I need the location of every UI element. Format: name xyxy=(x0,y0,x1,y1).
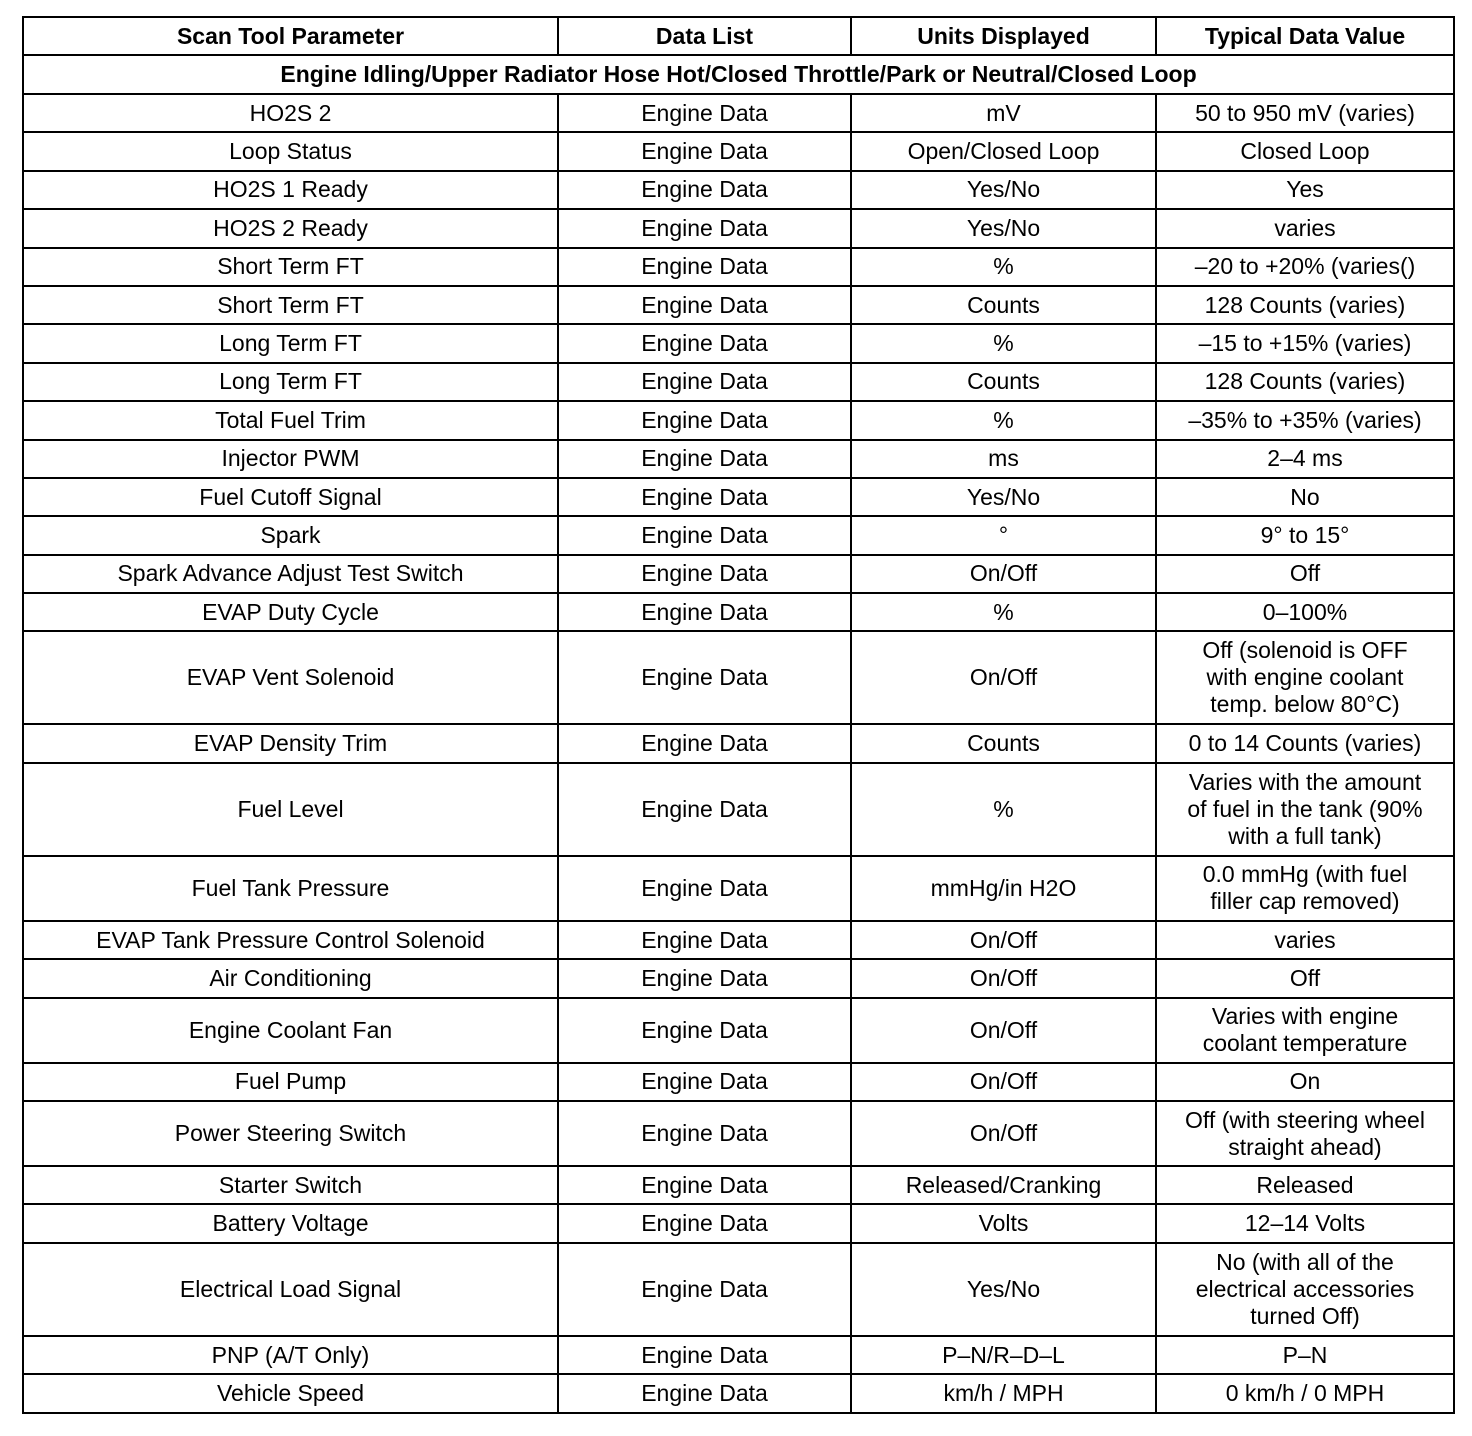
cell-value: 50 to 950 mV (varies) xyxy=(1156,94,1454,132)
cell-units: Yes/No xyxy=(851,209,1156,247)
table-row xyxy=(23,209,1454,247)
cell-parameter: Fuel Cutoff Signal xyxy=(23,478,558,516)
cell-parameter: Long Term FT xyxy=(23,324,558,362)
cell-parameter: Spark Advance Adjust Test Switch xyxy=(23,555,558,593)
cell-data-list: Engine Data xyxy=(558,1063,851,1101)
cell-value: Closed Loop xyxy=(1156,132,1454,170)
cell-parameter: Fuel Level xyxy=(23,763,558,856)
cell-units: Yes/No xyxy=(851,171,1156,209)
column-header-parameter: Scan Tool Parameter xyxy=(23,17,558,55)
table-body xyxy=(23,94,1454,1413)
cell-value: Varies with the amount of fuel in the tank (90% with a full tank) xyxy=(1156,763,1454,856)
cell-units: On/Off xyxy=(851,959,1156,997)
cell-value: 128 Counts (varies) xyxy=(1156,363,1454,401)
cell-value: 128 Counts (varies) xyxy=(1156,286,1454,324)
table-row xyxy=(23,1063,1454,1101)
cell-parameter: Long Term FT xyxy=(23,363,558,401)
cell-data-list: Engine Data xyxy=(558,209,851,247)
cell-data-list: Engine Data xyxy=(558,401,851,439)
cell-parameter: EVAP Density Trim xyxy=(23,724,558,762)
cell-value: On xyxy=(1156,1063,1454,1101)
cell-value: varies xyxy=(1156,921,1454,959)
cell-value: 0–100% xyxy=(1156,593,1454,631)
cell-data-list: Engine Data xyxy=(558,593,851,631)
cell-units: mmHg/in H2O xyxy=(851,856,1156,921)
cell-value: Off (solenoid is OFF with engine coolant temp. below 80°C) xyxy=(1156,631,1454,724)
cell-data-list: Engine Data xyxy=(558,171,851,209)
cell-parameter: Short Term FT xyxy=(23,248,558,286)
cell-parameter: Power Steering Switch xyxy=(23,1101,558,1166)
cell-data-list: Engine Data xyxy=(558,555,851,593)
cell-parameter: Fuel Pump xyxy=(23,1063,558,1101)
cell-units: Yes/No xyxy=(851,1243,1156,1336)
cell-data-list: Engine Data xyxy=(558,959,851,997)
table-row xyxy=(23,763,1454,856)
table-row xyxy=(23,286,1454,324)
condition-row xyxy=(23,55,1454,94)
cell-units: km/h / MPH xyxy=(851,1374,1156,1412)
cell-parameter: HO2S 1 Ready xyxy=(23,171,558,209)
cell-data-list: Engine Data xyxy=(558,324,851,362)
cell-parameter: Vehicle Speed xyxy=(23,1374,558,1412)
table-row xyxy=(23,1204,1454,1242)
cell-units: Released/Cranking xyxy=(851,1166,1156,1204)
cell-units: % xyxy=(851,763,1156,856)
cell-units: Yes/No xyxy=(851,478,1156,516)
cell-value: Off xyxy=(1156,555,1454,593)
table-row xyxy=(23,1374,1454,1412)
cell-data-list: Engine Data xyxy=(558,363,851,401)
cell-data-list: Engine Data xyxy=(558,94,851,132)
cell-data-list: Engine Data xyxy=(558,516,851,554)
cell-units: ms xyxy=(851,440,1156,478)
cell-data-list: Engine Data xyxy=(558,1204,851,1242)
cell-value: –35% to +35% (varies) xyxy=(1156,401,1454,439)
cell-parameter: Electrical Load Signal xyxy=(23,1243,558,1336)
cell-data-list: Engine Data xyxy=(558,724,851,762)
cell-value: 0 km/h / 0 MPH xyxy=(1156,1374,1454,1412)
cell-parameter: HO2S 2 Ready xyxy=(23,209,558,247)
cell-parameter: HO2S 2 xyxy=(23,94,558,132)
cell-units: Counts xyxy=(851,363,1156,401)
cell-parameter: Engine Coolant Fan xyxy=(23,998,558,1063)
table-row xyxy=(23,555,1454,593)
cell-value: No xyxy=(1156,478,1454,516)
cell-value: P–N xyxy=(1156,1336,1454,1374)
cell-data-list: Engine Data xyxy=(558,286,851,324)
cell-value: 9° to 15° xyxy=(1156,516,1454,554)
cell-data-list: Engine Data xyxy=(558,856,851,921)
table-row xyxy=(23,856,1454,921)
cell-value: Off (with steering wheel straight ahead) xyxy=(1156,1101,1454,1166)
cell-data-list: Engine Data xyxy=(558,763,851,856)
cell-data-list: Engine Data xyxy=(558,631,851,724)
cell-units: Volts xyxy=(851,1204,1156,1242)
cell-value: 0 to 14 Counts (varies) xyxy=(1156,724,1454,762)
cell-value: Yes xyxy=(1156,171,1454,209)
cell-units: Open/Closed Loop xyxy=(851,132,1156,170)
cell-value: 0.0 mmHg (with fuel filler cap removed) xyxy=(1156,856,1454,921)
column-header-data-list: Data List xyxy=(558,17,851,55)
cell-units: On/Off xyxy=(851,921,1156,959)
cell-value: 12–14 Volts xyxy=(1156,1204,1454,1242)
cell-units: % xyxy=(851,324,1156,362)
cell-units: % xyxy=(851,593,1156,631)
table-row xyxy=(23,1336,1454,1374)
cell-parameter: Battery Voltage xyxy=(23,1204,558,1242)
cell-units: On/Off xyxy=(851,1101,1156,1166)
table-row xyxy=(23,631,1454,724)
cell-data-list: Engine Data xyxy=(558,998,851,1063)
table-row xyxy=(23,921,1454,959)
test-condition: Engine Idling/Upper Radiator Hose Hot/Closed Throttle/Park or Neutral/Closed Loop xyxy=(23,55,1454,94)
cell-parameter: Fuel Tank Pressure xyxy=(23,856,558,921)
table-row xyxy=(23,401,1454,439)
cell-parameter: PNP (A/T Only) xyxy=(23,1336,558,1374)
cell-parameter: Short Term FT xyxy=(23,286,558,324)
cell-parameter: EVAP Tank Pressure Control Solenoid xyxy=(23,921,558,959)
table-row xyxy=(23,1243,1454,1336)
table-row xyxy=(23,998,1454,1063)
table-row xyxy=(23,94,1454,132)
table-row xyxy=(23,516,1454,554)
cell-parameter: Loop Status xyxy=(23,132,558,170)
cell-parameter: Total Fuel Trim xyxy=(23,401,558,439)
table-row xyxy=(23,132,1454,170)
table-row xyxy=(23,171,1454,209)
cell-value: Varies with engine coolant temperature xyxy=(1156,998,1454,1063)
scan-tool-data-table xyxy=(22,16,1455,1414)
cell-data-list: Engine Data xyxy=(558,1374,851,1412)
table-row xyxy=(23,1101,1454,1166)
cell-value: Released xyxy=(1156,1166,1454,1204)
cell-data-list: Engine Data xyxy=(558,248,851,286)
cell-units: On/Off xyxy=(851,1063,1156,1101)
table-row xyxy=(23,478,1454,516)
cell-data-list: Engine Data xyxy=(558,1166,851,1204)
cell-value: –20 to +20% (varies() xyxy=(1156,248,1454,286)
cell-units: ° xyxy=(851,516,1156,554)
table-row xyxy=(23,248,1454,286)
cell-value: Off xyxy=(1156,959,1454,997)
cell-data-list: Engine Data xyxy=(558,1101,851,1166)
cell-parameter: Starter Switch xyxy=(23,1166,558,1204)
cell-value: No (with all of the electrical accessories turned Off) xyxy=(1156,1243,1454,1336)
cell-units: On/Off xyxy=(851,555,1156,593)
table-row xyxy=(23,959,1454,997)
cell-parameter: EVAP Vent Solenoid xyxy=(23,631,558,724)
cell-units: Counts xyxy=(851,724,1156,762)
column-header-typical-value: Typical Data Value xyxy=(1156,17,1454,55)
cell-data-list: Engine Data xyxy=(558,1243,851,1336)
cell-data-list: Engine Data xyxy=(558,132,851,170)
cell-units: % xyxy=(851,401,1156,439)
header-row xyxy=(23,17,1454,55)
cell-data-list: Engine Data xyxy=(558,440,851,478)
table-row xyxy=(23,440,1454,478)
table-row xyxy=(23,1166,1454,1204)
cell-value: 2–4 ms xyxy=(1156,440,1454,478)
table-row xyxy=(23,593,1454,631)
cell-data-list: Engine Data xyxy=(558,478,851,516)
cell-units: % xyxy=(851,248,1156,286)
cell-data-list: Engine Data xyxy=(558,1336,851,1374)
cell-parameter: Spark xyxy=(23,516,558,554)
table-row xyxy=(23,324,1454,362)
cell-units: Counts xyxy=(851,286,1156,324)
table-row xyxy=(23,724,1454,762)
table-row xyxy=(23,363,1454,401)
cell-value: –15 to +15% (varies) xyxy=(1156,324,1454,362)
cell-data-list: Engine Data xyxy=(558,921,851,959)
cell-value: varies xyxy=(1156,209,1454,247)
cell-parameter: EVAP Duty Cycle xyxy=(23,593,558,631)
cell-units: On/Off xyxy=(851,631,1156,724)
cell-parameter: Injector PWM xyxy=(23,440,558,478)
cell-parameter: Air Conditioning xyxy=(23,959,558,997)
cell-units: P–N/R–D–L xyxy=(851,1336,1156,1374)
cell-units: mV xyxy=(851,94,1156,132)
column-header-units: Units Displayed xyxy=(851,17,1156,55)
cell-units: On/Off xyxy=(851,998,1156,1063)
